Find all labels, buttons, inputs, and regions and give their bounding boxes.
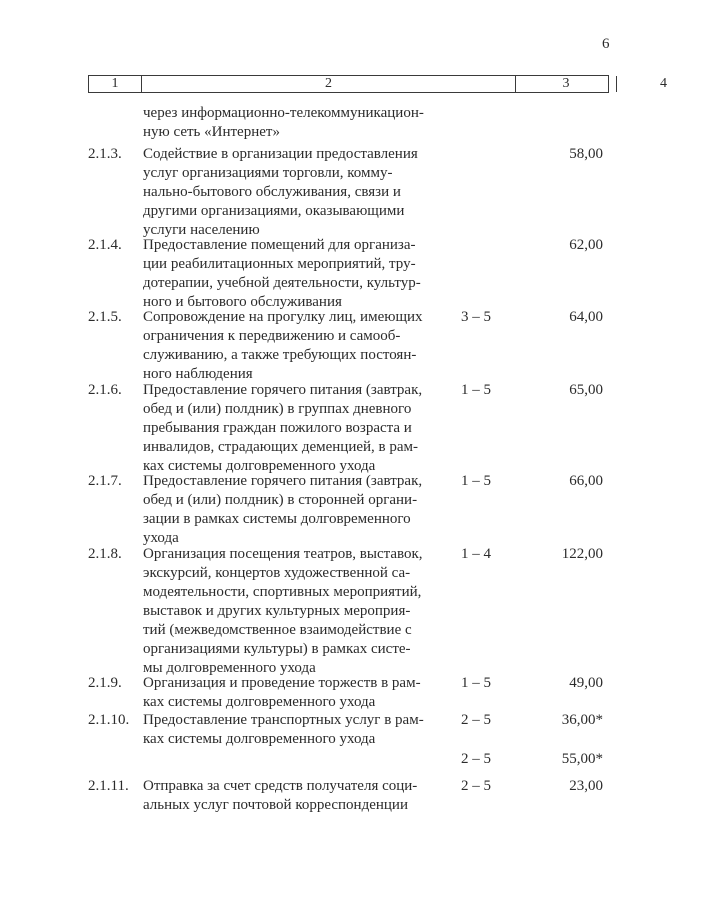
row-period: 1 – 4 [461,546,491,562]
row-period: 2 – 5 [461,778,491,794]
row-number: 2.1.8. [88,546,122,562]
description-line: другими организациями, оказывающими [143,203,405,219]
row-period: 2 – 5 [461,751,491,767]
description-line: дотерапии, учебной деятельности, культур- [143,275,421,291]
row-number: 2.1.9. [88,675,122,691]
description-line: альных услуг почтовой корреспонденции [143,797,408,813]
row-value: 62,00 [569,237,603,253]
row-number: 2.1.6. [88,382,122,398]
description-line: служиванию, а также требующих постоян- [143,347,417,363]
row-description [143,777,433,815]
description-line: ного и бытового обслуживания [143,294,342,310]
header-col-1: 1 [111,76,119,91]
row-number: 2.1.11. [88,778,129,794]
row-description [143,711,433,749]
description-line: ного наблюдения [143,366,253,382]
row-number: 2.1.10. [88,712,130,728]
row-value: 65,00 [569,382,603,398]
row-value: 122,00 [561,546,603,562]
description-line: ках системы долговременного ухода [143,458,376,474]
description-line: ках системы долговременного ухода [143,731,376,747]
row-description [143,104,433,142]
row-number: 2.1.5. [88,309,122,325]
description-line: Содействие в организации предоставления [143,146,418,162]
row-value: 36,00* [561,712,603,728]
description-line: Предоставление помещений для организа- [143,237,416,253]
row-period: 1 – 5 [461,382,491,398]
description-line: обед и (или) полдник) в сторонней органи- [143,492,418,508]
row-description [143,674,433,712]
description-line: Предоставление горячего питания (завтрак, [143,473,423,489]
description-line: зации в рамках системы долговременного [143,511,411,527]
row-value: 58,00 [569,146,603,162]
page-number: 6 [602,36,610,52]
description-line: услуги населению [143,222,260,238]
description-line: Предоставление горячего питания (завтрак, [143,382,423,398]
description-line: модеятельности, спортивных мероприятий, [143,584,422,600]
row-number: 2.1.3. [88,146,122,162]
row-description [143,308,433,384]
row-period: 3 – 5 [461,309,491,325]
row-value: 64,00 [569,309,603,325]
row-period: 1 – 5 [461,473,491,489]
row-value: 23,00 [569,778,603,794]
description-line: организациями культуры) в рамках систе- [143,641,411,657]
row-value: 55,00* [561,751,603,767]
description-line: выставок и других культурных мероприя- [143,603,411,619]
description-line: экскурсий, концертов художественной са- [143,565,411,581]
description-line: нально-бытового обслуживания, связи и [143,184,401,200]
row-period: 1 – 5 [461,675,491,691]
row-number: 2.1.7. [88,473,122,489]
description-line: Предоставление транспортных услуг в рам- [143,712,424,728]
row-description [143,145,433,240]
row-description [143,472,433,548]
row-value: 49,00 [569,675,603,691]
row-value: 66,00 [569,473,603,489]
row-period: 2 – 5 [461,712,491,728]
row-description [143,545,433,678]
description-line: пребывания граждан пожилого возраста и [143,420,412,436]
description-line: ограничения к передвижению и самооб- [143,328,401,344]
description-line: обед и (или) полдник) в группах дневного [143,401,412,417]
description-line: инвалидов, страдающих деменцией, в рам- [143,439,419,455]
header-col-4: 4 [616,76,710,92]
description-line: через информационно-телекоммуникацион- [143,105,424,121]
table-header-row [88,75,667,93]
description-line: услуг организациями торговли, комму- [143,165,393,181]
description-line: Организация и проведение торжеств в рам- [143,675,421,691]
description-line: мы долговременного ухода [143,660,316,676]
description-line: Сопровождение на прогулку лиц, имеющих [143,309,423,325]
description-line: ухода [143,530,179,546]
description-line: ции реабилитационных мероприятий, тру- [143,256,416,272]
description-line: Организация посещения театров, выставок, [143,546,423,562]
header-col-3: 3 [515,76,616,92]
description-line: ках системы долговременного ухода [143,694,376,710]
row-number: 2.1.4. [88,237,122,253]
description-line: ную сеть «Интернет» [143,124,280,140]
header-col-2: 2 [141,76,515,92]
description-line: тий (межведомственное взаимодействие с [143,622,412,638]
description-line: Отправка за счет средств получателя соци- [143,778,418,794]
row-description [143,236,433,312]
row-description [143,381,433,476]
